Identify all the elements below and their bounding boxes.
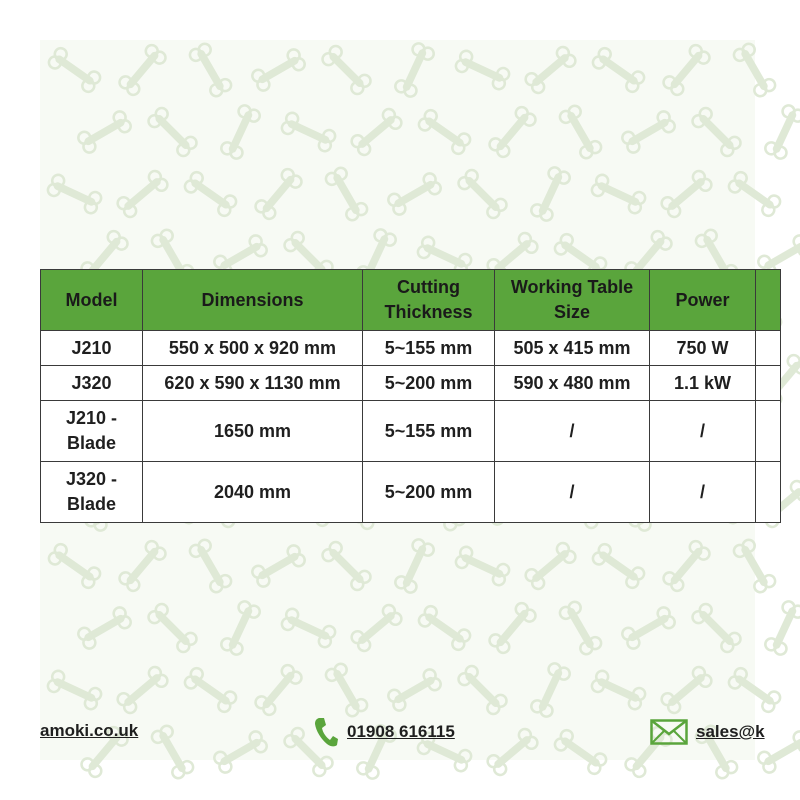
header-power: Power — [650, 270, 756, 331]
website-link[interactable]: amoki.co.uk — [40, 721, 139, 740]
contact-footer — [40, 716, 765, 756]
cell-power: / — [650, 462, 756, 523]
spec-table — [40, 269, 781, 523]
header-extra — [756, 270, 781, 331]
mail-icon — [650, 719, 688, 745]
table-row — [41, 366, 781, 401]
cell-power: 750 W — [650, 331, 756, 366]
cell-power: / — [650, 401, 756, 462]
cell-table-size: 505 x 415 mm — [495, 331, 650, 366]
cell-extra — [756, 401, 781, 462]
cell-power: 1.1 kW — [650, 366, 756, 401]
cell-dimensions: 2040 mm — [143, 462, 363, 523]
header-cutting-thickness: Cutting Thickness — [363, 270, 495, 331]
cell-table-size: / — [495, 401, 650, 462]
cell-extra — [756, 462, 781, 523]
cell-dimensions: 1650 mm — [143, 401, 363, 462]
header-working-table-size: Working Table Size — [495, 270, 650, 331]
header-model: Model — [41, 270, 143, 331]
table-row — [41, 331, 781, 366]
cell-cutting-thickness: 5~200 mm — [363, 462, 495, 523]
table-row — [41, 462, 781, 523]
cell-model: J210 — [41, 331, 143, 366]
cell-cutting-thickness: 5~155 mm — [363, 331, 495, 366]
table-header-row — [41, 270, 781, 331]
cell-extra — [756, 331, 781, 366]
cell-extra — [756, 366, 781, 401]
cell-dimensions: 620 x 590 x 1130 mm — [143, 366, 363, 401]
phone-icon — [313, 716, 339, 748]
email-link[interactable]: sales@k — [696, 722, 765, 741]
cell-table-size: 590 x 480 mm — [495, 366, 650, 401]
header-dimensions: Dimensions — [143, 270, 363, 331]
phone-contact — [313, 716, 455, 748]
cell-model: J210 - Blade — [41, 401, 143, 462]
cell-table-size: / — [495, 462, 650, 523]
cell-dimensions: 550 x 500 x 920 mm — [143, 331, 363, 366]
cell-model: J320 - Blade — [41, 462, 143, 523]
spec-sheet — [40, 40, 765, 760]
cell-cutting-thickness: 5~155 mm — [363, 401, 495, 462]
cell-cutting-thickness: 5~200 mm — [363, 366, 495, 401]
cell-model: J320 — [41, 366, 143, 401]
phone-link[interactable]: 01908 616115 — [347, 722, 455, 741]
table-row — [41, 401, 781, 462]
email-contact — [650, 716, 765, 748]
